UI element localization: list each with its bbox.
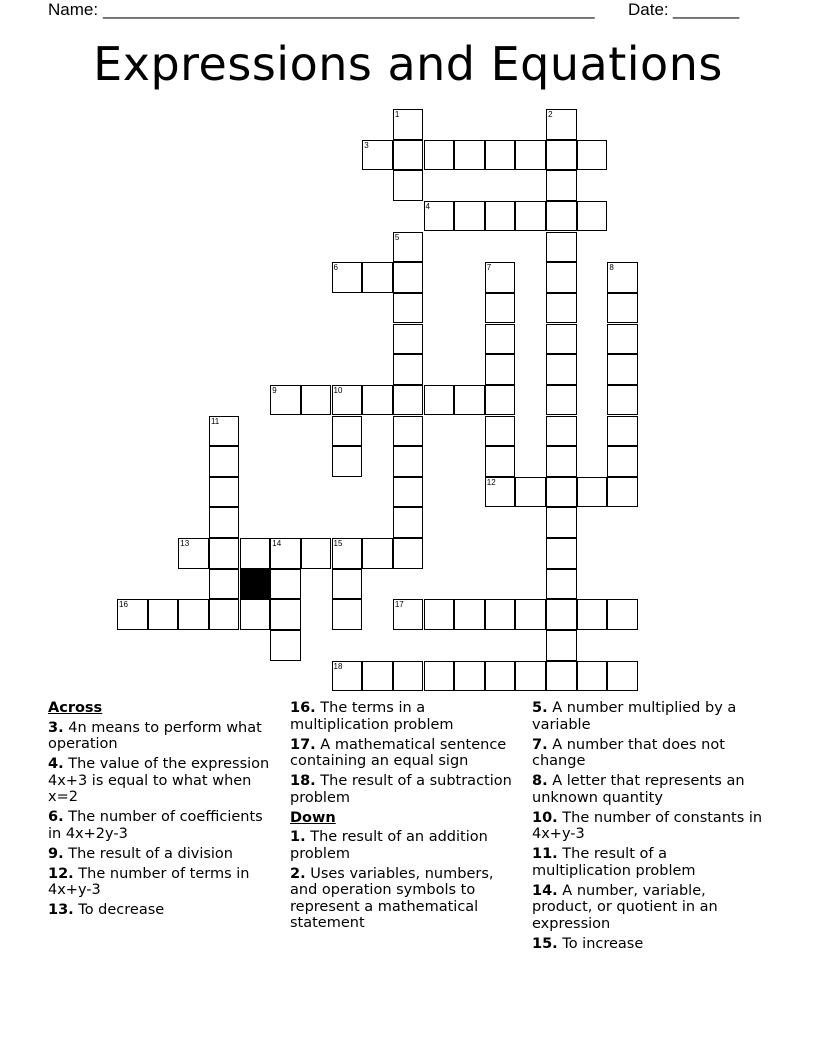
grid-cell[interactable] xyxy=(546,354,577,385)
grid-cell[interactable] xyxy=(362,385,393,416)
grid-cell[interactable] xyxy=(546,262,577,293)
cell-number: 10 xyxy=(333,385,343,395)
cell-number: 4 xyxy=(425,201,430,211)
grid-cell[interactable] xyxy=(577,661,608,692)
across-clue-12: 12. The number of terms in 4x+y-3 xyxy=(48,865,250,898)
grid-cell[interactable] xyxy=(332,538,363,569)
grid-cell[interactable] xyxy=(209,507,240,538)
grid-cell[interactable] xyxy=(270,569,301,600)
down-clue-2: 2. Uses variables, numbers, and operation symbols to represent a mathematical statement xyxy=(290,865,494,931)
grid-cell[interactable] xyxy=(546,293,577,324)
grid-cell[interactable] xyxy=(485,446,516,477)
grid-cell[interactable] xyxy=(393,661,424,692)
grid-cell[interactable] xyxy=(209,538,240,569)
grid-cell[interactable] xyxy=(546,385,577,416)
across-clue-13: 13. To decrease xyxy=(48,902,165,918)
down-clue-7: 7. A number that does not change xyxy=(532,736,725,769)
grid-cell[interactable] xyxy=(607,477,638,508)
grid-cell[interactable] xyxy=(515,477,546,508)
grid-cell[interactable] xyxy=(393,170,424,201)
grid-cell[interactable] xyxy=(178,599,209,630)
grid-cell[interactable] xyxy=(546,538,577,569)
grid-cell[interactable] xyxy=(424,385,455,416)
grid-cell[interactable] xyxy=(209,416,240,447)
grid-cell[interactable] xyxy=(393,477,424,508)
grid-cell[interactable] xyxy=(485,324,516,355)
grid-cell[interactable] xyxy=(424,661,455,692)
grid-cell[interactable] xyxy=(546,661,577,692)
grid-cell[interactable] xyxy=(485,354,516,385)
grid-cell[interactable] xyxy=(577,201,608,232)
grid-cell[interactable] xyxy=(577,140,608,171)
grid-cell[interactable] xyxy=(393,324,424,355)
down-clue-8: 8. A letter that represents an unknown quantity xyxy=(532,773,745,806)
grid-cell[interactable] xyxy=(332,262,363,293)
grid-cell[interactable] xyxy=(332,385,363,416)
across-clue-3: 3. 4n means to perform what operation xyxy=(48,719,262,752)
grid-cell[interactable] xyxy=(148,599,179,630)
grid-cell[interactable] xyxy=(332,416,363,447)
down-heading: Down xyxy=(290,809,336,826)
cell-number: 7 xyxy=(486,263,492,273)
down-clue-15: 15. To increase xyxy=(532,935,644,952)
cell-number: 2 xyxy=(548,110,553,119)
date-label: Date: xyxy=(628,0,669,19)
grid-cell[interactable] xyxy=(454,201,485,232)
grid-cell[interactable] xyxy=(117,599,148,630)
grid-cell[interactable] xyxy=(393,538,424,569)
grid-cell[interactable] xyxy=(301,385,332,416)
grid-cell[interactable] xyxy=(607,354,638,385)
grid-cell[interactable] xyxy=(546,232,577,263)
grid-cell[interactable] xyxy=(393,109,424,140)
grid-cell[interactable] xyxy=(332,661,363,692)
grid-cell[interactable] xyxy=(577,599,608,630)
cell-number: 3 xyxy=(364,140,369,150)
grid-cell[interactable] xyxy=(607,416,638,447)
grid-cell[interactable] xyxy=(209,569,240,600)
down-clue-14: 14. A number, variable, product, or quotient in an expression xyxy=(532,882,718,932)
grid-cell[interactable] xyxy=(546,507,577,538)
cell-number: 17 xyxy=(394,600,404,610)
across-clue-16: 16. The terms in a multiplication problem xyxy=(290,700,454,733)
grid-cell[interactable] xyxy=(515,661,546,692)
clues-column-1 xyxy=(48,700,278,922)
grid-cell[interactable] xyxy=(485,140,516,171)
down-clue-1: 1. The result of an addition problem xyxy=(290,829,488,862)
grid-cell[interactable] xyxy=(393,507,424,538)
grid-cell[interactable] xyxy=(485,262,516,293)
grid-cell[interactable] xyxy=(546,109,577,140)
grid-cell[interactable] xyxy=(546,140,577,171)
grid-cell[interactable] xyxy=(270,385,301,416)
cell-number: 12 xyxy=(486,477,496,487)
grid-cell[interactable] xyxy=(393,232,424,263)
grid-cell[interactable] xyxy=(546,599,577,630)
down-clue-10: 10. The number of constants in 4x+y-3 xyxy=(532,809,763,842)
grid-cell[interactable] xyxy=(209,477,240,508)
cell-number: 18 xyxy=(333,661,343,671)
grid-cell[interactable] xyxy=(515,140,546,171)
grid-cell[interactable] xyxy=(332,599,363,630)
across-clue-18: 18. The result of a subtraction problem xyxy=(290,773,512,806)
clues-column-3 xyxy=(532,700,764,956)
grid-cell[interactable] xyxy=(393,599,424,630)
grid-cell[interactable] xyxy=(546,201,577,232)
across-heading: Across xyxy=(48,700,103,716)
grid-cell[interactable] xyxy=(485,477,516,508)
grid-cell[interactable] xyxy=(209,599,240,630)
grid-cell[interactable] xyxy=(362,538,393,569)
grid-cell[interactable] xyxy=(607,324,638,355)
grid-cell[interactable] xyxy=(424,599,455,630)
grid-cell[interactable] xyxy=(178,538,209,569)
page-title: Expressions and Equations xyxy=(93,37,723,91)
grid-cell[interactable] xyxy=(270,599,301,630)
grid-cell[interactable] xyxy=(454,599,485,630)
grid-cell[interactable] xyxy=(577,477,608,508)
grid-cell[interactable] xyxy=(485,416,516,447)
grid-cell[interactable] xyxy=(607,293,638,324)
grid-cell[interactable] xyxy=(209,446,240,477)
name-label: Name: xyxy=(48,0,99,19)
grid-cell[interactable] xyxy=(607,599,638,630)
cell-number: 16 xyxy=(119,600,128,610)
grid-cell[interactable] xyxy=(332,569,363,600)
grid-cell[interactable] xyxy=(362,140,393,171)
grid-cell[interactable] xyxy=(454,140,485,171)
grid-cell[interactable] xyxy=(270,630,301,661)
grid-cell[interactable] xyxy=(546,416,577,447)
grid-cell[interactable] xyxy=(546,170,577,201)
grid-cell[interactable] xyxy=(270,538,301,569)
grid-cell[interactable] xyxy=(546,630,577,661)
cell-number: 9 xyxy=(272,385,277,395)
cell-number: 15 xyxy=(333,539,343,549)
grid-cell[interactable] xyxy=(393,446,424,477)
cell-number: 14 xyxy=(272,539,282,549)
grid-cell[interactable] xyxy=(546,477,577,508)
grid-cell[interactable] xyxy=(546,324,577,355)
cell-number: 6 xyxy=(333,263,338,273)
grid-cell[interactable] xyxy=(607,385,638,416)
date-field[interactable]: _______ xyxy=(673,0,740,19)
grid-cell[interactable] xyxy=(515,201,546,232)
grid-cell[interactable] xyxy=(393,293,424,324)
cell-number: 8 xyxy=(609,263,614,273)
grid-cell[interactable] xyxy=(332,446,363,477)
cell-number: 11 xyxy=(210,416,220,426)
cell-number: 5 xyxy=(394,232,400,242)
grid-cell[interactable] xyxy=(485,661,516,692)
grid-cell[interactable] xyxy=(485,385,516,416)
grid-cell[interactable] xyxy=(424,201,455,232)
grid-cell[interactable] xyxy=(607,446,638,477)
grid-cell[interactable] xyxy=(362,262,393,293)
across-clue-9: 9. The result of a division xyxy=(48,845,233,862)
down-clue-5: 5. A number multiplied by a variable xyxy=(532,700,737,733)
grid-cell[interactable] xyxy=(424,140,455,171)
grid-cell[interactable] xyxy=(607,262,638,293)
cell-number: 1 xyxy=(394,110,400,119)
across-clue-6: 6. The number of coefficients in 4x+2y-3 xyxy=(48,809,263,842)
across-clue-4: 4. The value of the expression 4x+3 is equal to what when x=2 xyxy=(48,756,270,805)
grid-cell[interactable] xyxy=(485,201,516,232)
cell-number: 13 xyxy=(180,539,190,549)
grid-cell[interactable] xyxy=(240,538,271,569)
grid-cell[interactable] xyxy=(393,262,424,293)
grid-cell[interactable] xyxy=(362,661,393,692)
grid-cell[interactable] xyxy=(454,385,485,416)
grid-cell[interactable] xyxy=(454,661,485,692)
grid-cell[interactable] xyxy=(515,599,546,630)
down-clue-11: 11. The result of a multiplication problem xyxy=(532,846,696,879)
grid-cell[interactable] xyxy=(393,385,424,416)
grid-cell[interactable] xyxy=(301,538,332,569)
grid-cell[interactable] xyxy=(485,599,516,630)
grid-cell[interactable] xyxy=(393,354,424,385)
grid-cell[interactable] xyxy=(393,416,424,447)
grid-cell[interactable] xyxy=(393,140,424,171)
across-clue-17: 17. A mathematical sentence containing an equal sign xyxy=(290,736,507,769)
name-field[interactable]: ____________________________________________________ xyxy=(103,0,595,19)
black-cell xyxy=(240,569,271,600)
grid-cell[interactable] xyxy=(607,661,638,692)
grid-cell[interactable] xyxy=(240,599,271,630)
grid-cell[interactable] xyxy=(546,569,577,600)
grid-cell[interactable] xyxy=(485,293,516,324)
grid-cell[interactable] xyxy=(546,446,577,477)
clues-column-2 xyxy=(290,700,522,935)
